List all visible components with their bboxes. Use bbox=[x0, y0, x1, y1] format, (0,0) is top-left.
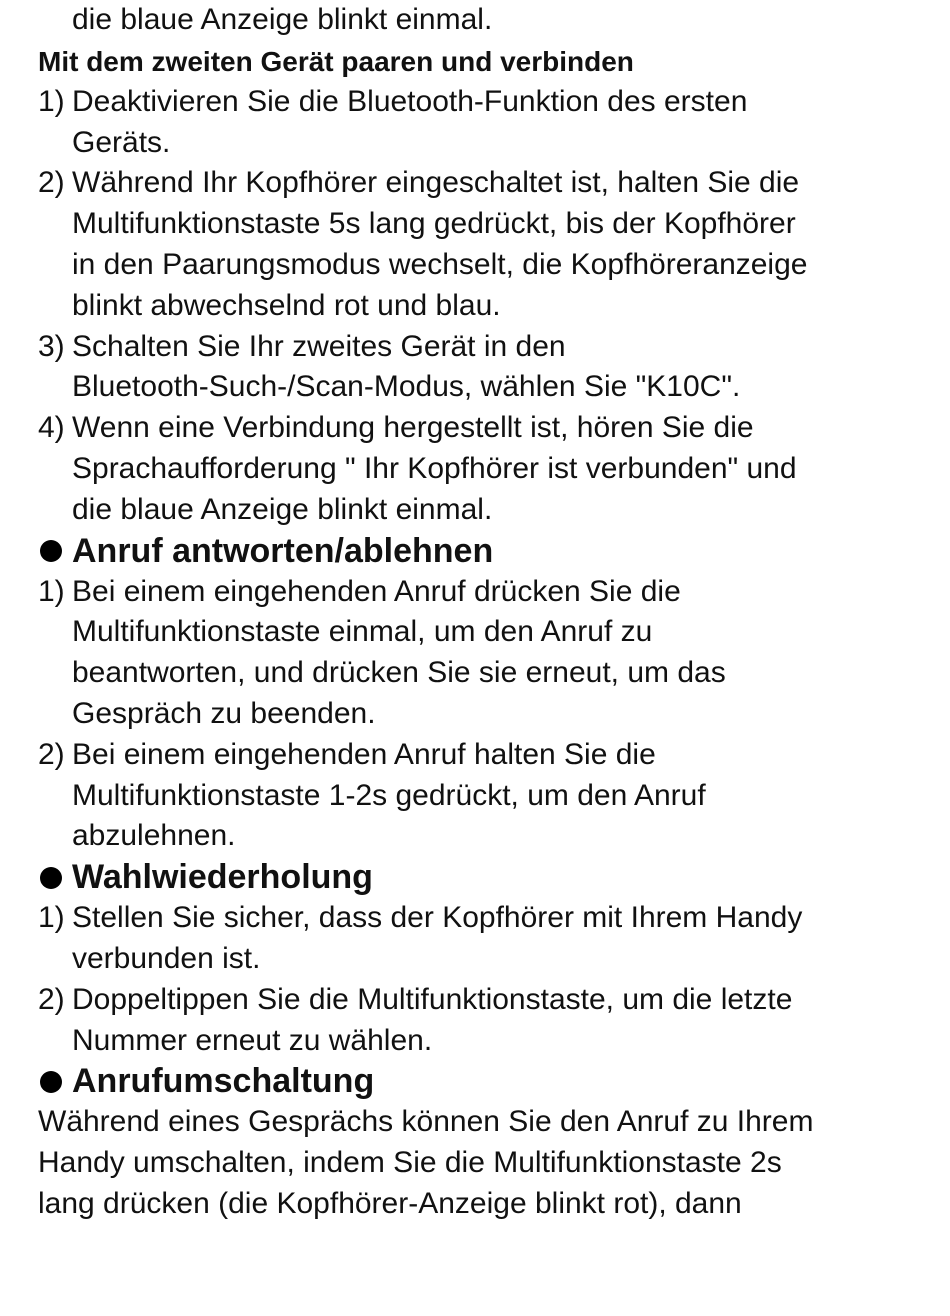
text-line: Wenn eine Verbindung hergestellt ist, hören Sie die bbox=[72, 411, 754, 445]
section-switch-heading bbox=[38, 1061, 918, 1102]
list-item bbox=[38, 735, 918, 857]
document-body bbox=[38, 0, 918, 1225]
item-text bbox=[72, 572, 726, 735]
text-line: Bei einem eingehenden Anruf halten Sie die bbox=[72, 737, 656, 771]
item-text bbox=[72, 735, 706, 857]
text-line: Geräts. bbox=[72, 125, 171, 159]
text-line: Multifunktionstaste 1-2s gedrückt, um den Anruf bbox=[72, 778, 706, 812]
intro-tail: die blaue Anzeige blinkt einmal. bbox=[72, 3, 493, 36]
text-line: Deaktivieren Sie die Bluetooth-Funktion des ersten bbox=[72, 84, 748, 118]
section-redial-title: Wahlwiederholung bbox=[72, 858, 373, 897]
item-text bbox=[72, 327, 740, 409]
text-line: beantworten, und drücken Sie sie erneut, um das bbox=[72, 656, 726, 690]
list-item bbox=[38, 898, 918, 980]
section-pair-title: Mit dem zweiten Gerät paaren und verbinden bbox=[38, 45, 634, 77]
text-line: Handy umschalten, indem Sie die Multifunktionstaste 2s bbox=[38, 1146, 782, 1180]
item-number: 1) bbox=[38, 901, 65, 935]
bullet-icon bbox=[40, 1071, 62, 1093]
item-text bbox=[72, 980, 792, 1062]
section-switch-title: Anrufumschaltung bbox=[72, 1062, 375, 1101]
text-line: Doppeltippen Sie die Multifunktionstaste, um die letzte bbox=[72, 982, 793, 1016]
text-line: Nummer erneut zu wählen. bbox=[72, 1023, 433, 1057]
item-number: 2) bbox=[38, 166, 65, 200]
list-item bbox=[38, 82, 918, 164]
item-text bbox=[72, 898, 802, 980]
text-line: die blaue Anzeige blinkt einmal. bbox=[72, 492, 493, 526]
item-number: 4) bbox=[38, 411, 65, 445]
bullet-icon bbox=[40, 540, 62, 562]
item-number: 3) bbox=[38, 329, 65, 363]
text-line: Schalten Sie Ihr zweites Gerät in den bbox=[72, 329, 566, 363]
list-item bbox=[38, 327, 918, 409]
text-line: Bei einem eingehenden Anruf drücken Sie die bbox=[72, 574, 681, 608]
section-redial-heading bbox=[38, 857, 918, 898]
text-line: abzulehnen. bbox=[72, 819, 236, 853]
section-call-title: Anruf antworten/ablehnen bbox=[72, 531, 494, 570]
item-number: 2) bbox=[38, 737, 65, 771]
list-item bbox=[38, 572, 918, 735]
list-item bbox=[38, 408, 918, 530]
text-line: Multifunktionstaste 5s lang gedrückt, bis der Kopfhörer bbox=[72, 207, 796, 241]
list-item bbox=[38, 980, 918, 1062]
text-line: in den Paarungsmodus wechselt, die Kopfhöreranzeige bbox=[72, 247, 808, 281]
section-call-heading bbox=[38, 531, 918, 572]
text-line: Gespräch zu beenden. bbox=[72, 696, 376, 730]
section-switch-paragraph bbox=[38, 1102, 918, 1224]
text-line: blinkt abwechselnd rot und blau. bbox=[72, 288, 501, 322]
text-line: Bluetooth-Such-/Scan-Modus, wählen Sie "K10C". bbox=[72, 370, 741, 404]
item-number: 1) bbox=[38, 574, 65, 608]
item-text bbox=[72, 82, 747, 164]
bullet-icon bbox=[40, 867, 62, 889]
text-line: Sprachaufforderung " Ihr Kopfhörer ist verbunden" und bbox=[72, 451, 797, 485]
text-line: verbunden ist. bbox=[72, 941, 261, 975]
text-line: lang drücken (die Kopfhörer-Anzeige blinkt rot), dann bbox=[38, 1186, 742, 1220]
text-line: Während Ihr Kopfhörer eingeschaltet ist, halten Sie die bbox=[72, 166, 800, 200]
item-number: 1) bbox=[38, 84, 65, 118]
item-text bbox=[72, 163, 807, 326]
list-item bbox=[38, 163, 918, 326]
text-line: Während eines Gesprächs können Sie den Anruf zu Ihrem bbox=[38, 1105, 814, 1139]
item-number: 2) bbox=[38, 982, 65, 1016]
text-line: Multifunktionstaste einmal, um den Anruf zu bbox=[72, 615, 653, 649]
item-text bbox=[72, 408, 797, 530]
text-line: Stellen Sie sicher, dass der Kopfhörer mit Ihrem Handy bbox=[72, 901, 803, 935]
